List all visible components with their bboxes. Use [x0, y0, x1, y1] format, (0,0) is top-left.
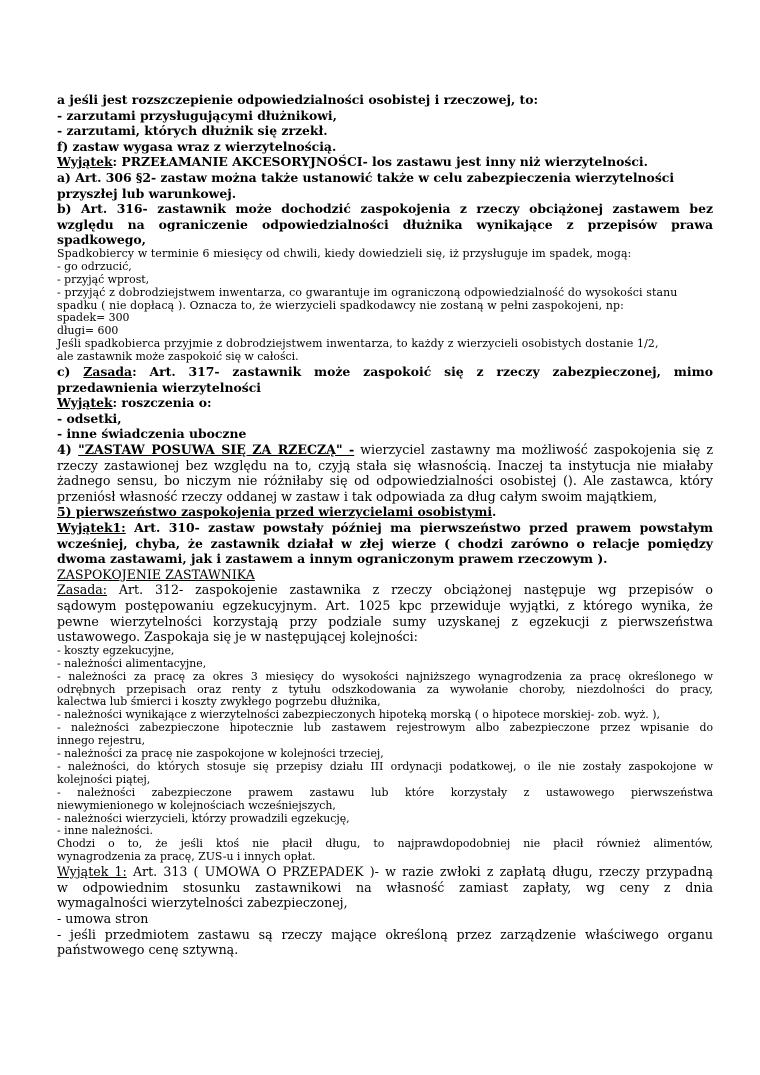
text-line: Zasada: Art. 312- zaspokojenie zastawnika z rzeczy obciążonej następuje wg przepisów o — [57, 582, 713, 598]
text-line: względu na ograniczenie odpowiedzialności dłużnika wynikające z przepisów prawa — [57, 216, 713, 232]
text-line: ustawowego. Zaspokaja się je w następującej kolejności: — [57, 629, 418, 645]
text-line: a) Art. 306 §2- zastaw można także ustanowić także w celu zabezpieczenia wierzytelności — [57, 169, 675, 185]
text-line: wymagalności wierzytelności zabezpieczonej, — [57, 895, 348, 911]
text-line: - jeśli przedmiotem zastawu są rzeczy mające określoną przez zarządzenie właściwego organu — [57, 926, 713, 942]
text-line: wcześniej, chyba, że zastawnik działał w złej wierze ( chodzi zarówno o relacje pomiędzy — [57, 535, 713, 551]
text-line: Chodzi o to, że jeśli ktoś nie płacił długu, to najprawdopodobniej nie płacił również alimentów, — [57, 837, 713, 851]
text-line: wynagrodzenia za pracę, ZUS-u i innych opłat. — [57, 850, 316, 864]
text-line: kalectwa lub śmierci i koszty zwykłego pogrzebu dłużnika, — [57, 695, 381, 709]
text-line: - umowa stron — [57, 910, 149, 926]
text-line: - należności, do których stosuje się przepisy działu III ordynacji podatkowej, o ile nie zostały zaspokojone w — [57, 759, 713, 773]
text-line: spadku ( nie dopłacą ). Oznacza to, że wierzycieli spadkodawcy nie zostaną w pełni zaspokojeni, np: — [57, 298, 624, 312]
text-line: Wyjątek 1: Art. 313 ( UMOWA O PRZEPADEK )- w razie zwłoki z zapłatą długu, rzeczy przypadną — [57, 864, 713, 880]
text-line: Wyjątek1: Art. 310- zastaw powstały później ma pierwszeństwo przed prawem powstałym — [57, 520, 713, 536]
text-line: innego rejestru, — [57, 734, 146, 748]
text-line: przedawnienia wierzytelności — [57, 379, 261, 395]
text-line: rzeczy zastawionej bez względu na to, czyją stała się własnością. Inaczej ta instytucja nie miałaby — [57, 457, 713, 473]
text-line: - koszty egzekucyjne, — [57, 643, 175, 657]
text-line: f) zastaw wygasa wraz z wierzytelnością. — [57, 138, 337, 154]
text-line: Jeśli spadkobierca przyjmie z dobrodziejstwem inwentarza, to każdy z wierzycieli osobistych dostanie 1/2, — [57, 337, 659, 351]
document-body — [57, 92, 713, 958]
text-line: odrębnych przepisach oraz renty z tytułu odszkodowania za wywołanie choroby, niezdolności do pracy, — [57, 682, 713, 696]
text-line: przeniósł własność rzeczy oddanej w zastaw i tak odpowiada za dług całym swoim majątkiem, — [57, 488, 658, 504]
text-line: długi= 600 — [57, 324, 119, 338]
text-line: - inne należności. — [57, 824, 153, 838]
text-line: sądowym postępowaniu egzekucyjnym. Art. 1025 kpc przewiduje wyjątki, z którego wynika, że — [57, 598, 713, 613]
text-line: w odpowiednim stosunku zastawnikowi na własność zamiast zapłaty, wg ceny z dnia — [57, 879, 713, 895]
text-line: - należności zabezpieczone prawem zastawu lub które korzystały z ustawowego pierwszeństwa — [57, 785, 713, 799]
text-line: b) Art. 316- zastawnik może dochodzić zaspokojenia z rzeczy obciążonej zastawem bez — [57, 201, 713, 217]
text-line: - zarzutami, których dłużnik się zrzekł. — [57, 123, 328, 139]
text-line: - należności wierzycieli, którzy prowadzili egzekucję, — [57, 811, 350, 825]
text-line: spadek= 300 — [57, 311, 130, 325]
text-line: ale zastawnik może zaspokoić się w całości. — [57, 350, 299, 364]
text-line: - należności zabezpieczone hipotecznie lub zastawem rejestrowym albo zabezpieczone przez wpisanie do — [57, 721, 713, 735]
text-line: c) Zasada: Art. 317- zastawnik może zaspokoić się z rzeczy zabezpieczonej, mimo — [57, 364, 713, 380]
text-line: - go odrzucić, — [57, 259, 132, 273]
text-line: Spadkobiercy w terminie 6 miesięcy od chwili, kiedy dowiedzieli się, iż przysługuje im spadek, mogą: — [57, 246, 632, 260]
text-line: - należności wynikające z wierzytelności zabezpieczonych hipoteką morską ( o hipotece morskiej- zob. wyż. ), — [57, 708, 660, 722]
text-line: dwoma zastawami, jak i zastawem a innym ograniczonym prawem rzeczowym ). — [57, 551, 608, 567]
text-line: pewne wierzytelności korzystają przy podziale sumy uzyskanej z egzekucji z pierwszeństwa — [57, 613, 713, 629]
text-line: Wyjątek: roszczenia o: — [57, 395, 212, 411]
text-line: kolejności piątej, — [57, 772, 151, 786]
text-line: - odsetki, — [57, 410, 122, 426]
text-line: a jeśli jest rozszczepienie odpowiedzialności osobistej i rzeczowej, to: — [57, 92, 539, 107]
text-line: państwowego cenę sztywną. — [57, 942, 239, 958]
text-line: - należności alimentacyjne, — [57, 656, 207, 670]
text-line: przyszłej lub warunkowej. — [57, 185, 237, 201]
text-line: niewymienionego w kolejnościach wcześniejszych, — [57, 798, 336, 812]
text-line: spadkowego, — [57, 232, 146, 248]
text-line: - należności za pracę nie zaspokojone w kolejności trzeciej, — [57, 747, 384, 761]
text-line: Wyjątek: PRZEŁAMANIE AKCESORYJNOŚCI- los zastawu jest inny niż wierzytelności. — [57, 154, 648, 170]
text-line: 5) pierwszeństwo zaspokojenia przed wierzycielami osobistymi. — [57, 504, 497, 520]
text-line: - należności za pracę za okres 3 miesięcy do wysokości najniższego wynagrodzenia za pracę określonego w — [57, 669, 713, 683]
text-line: 4) "ZASTAW POSUWA SIĘ ZA RZECZĄ" - wierzyciel zastawny ma możliwość zaspokojenia się z — [57, 442, 714, 458]
text-line: żadnego sensu, bo niczym nie różniłaby się od odpowiedzialności osobistej (). Ale zastawca, który — [57, 473, 713, 489]
text-line: - inne świadczenia uboczne — [57, 426, 247, 442]
section-heading: ZASPOKOJENIE ZASTAWNIKA — [57, 566, 255, 582]
text-line: - przyjąć z dobrodziejstwem inwentarza, co gwarantuje im ograniczoną odpowiedzialność do wysokości stanu — [57, 285, 678, 299]
text-line: - zarzutami przysługującymi dłużnikowi, — [57, 107, 337, 123]
text-line: - przyjąć wprost, — [57, 272, 150, 286]
